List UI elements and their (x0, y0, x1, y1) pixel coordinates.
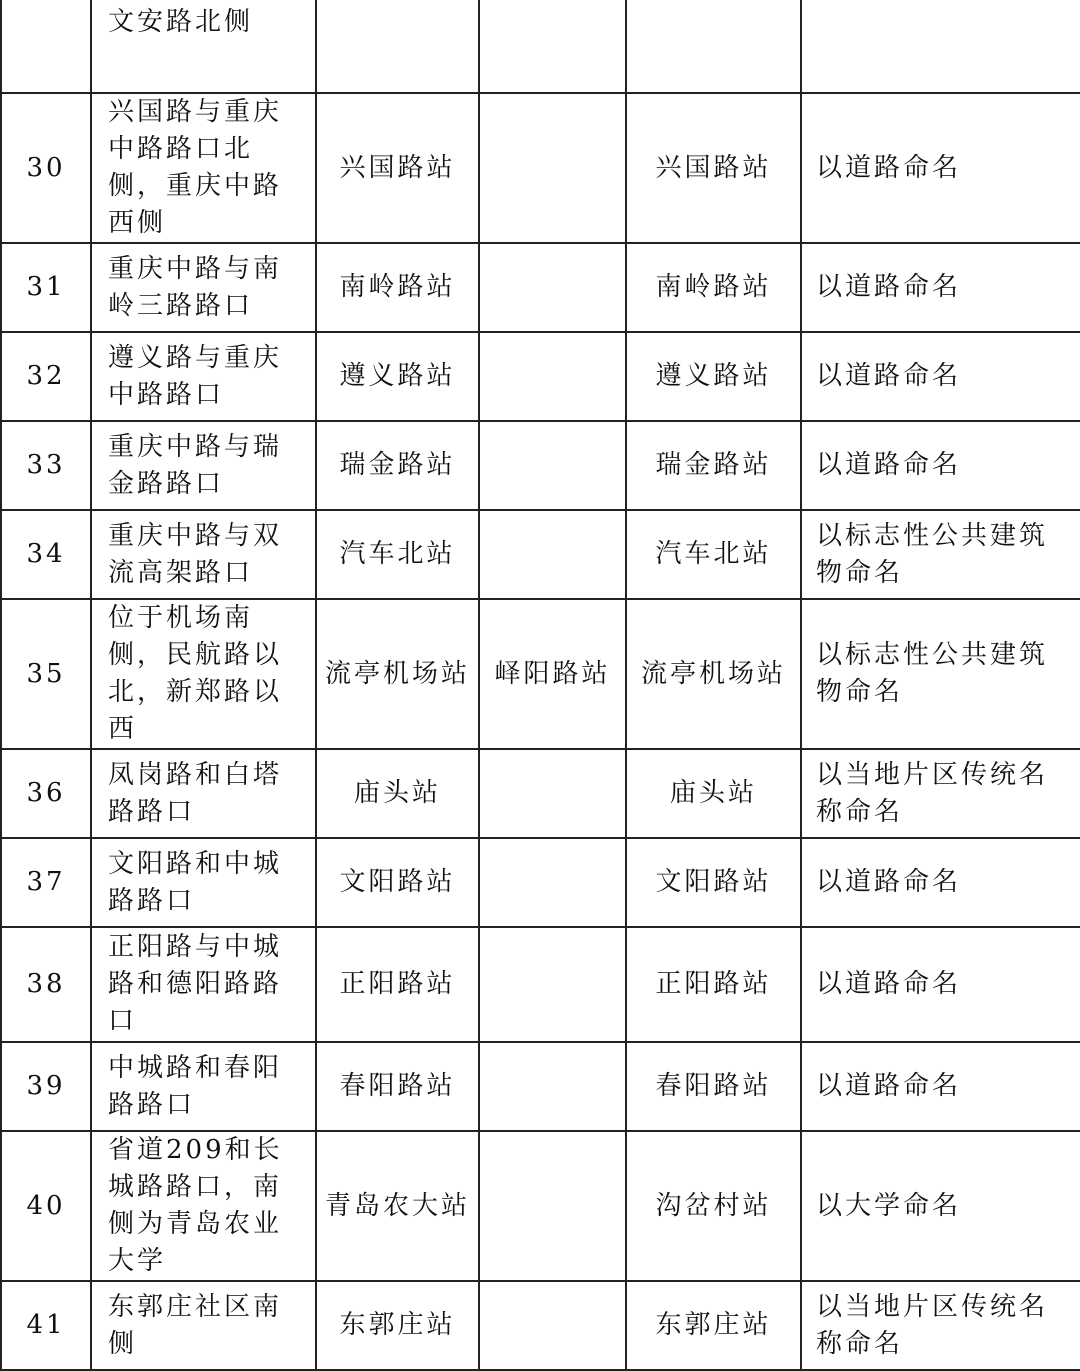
naming-basis-cell (801, 0, 1080, 93)
final-name-cell: 流亭机场站 (626, 599, 801, 749)
naming-basis-cell: 以当地片区传统名称命名 (801, 749, 1080, 838)
final-name-cell: 正阳路站 (626, 927, 801, 1042)
row-number (1, 0, 91, 93)
naming-basis-cell: 以道路命名 (801, 421, 1080, 510)
table-row (1, 749, 1080, 838)
proposed-name-cell: 春阳路站 (316, 1042, 479, 1131)
alternate-name-cell (479, 510, 626, 599)
naming-basis-cell: 以道路命名 (801, 838, 1080, 927)
alternate-name-cell (479, 93, 626, 243)
table-row (1, 927, 1080, 1042)
proposed-name-cell (316, 0, 479, 93)
alternate-name-cell (479, 1042, 626, 1131)
location-cell: 文安路北侧 (91, 0, 316, 93)
alternate-name-cell (479, 927, 626, 1042)
alternate-name-cell (479, 421, 626, 510)
alternate-name-cell (479, 1131, 626, 1281)
table-body (1, 0, 1080, 1370)
naming-basis-cell: 以道路命名 (801, 243, 1080, 332)
table-row (1, 838, 1080, 927)
alternate-name-cell (479, 1281, 626, 1370)
proposed-name-cell: 正阳路站 (316, 927, 479, 1042)
location-cell: 中城路和春阳路路口 (91, 1042, 316, 1131)
alternate-name-cell (479, 0, 626, 93)
final-name-cell: 庙头站 (626, 749, 801, 838)
proposed-name-cell: 兴国路站 (316, 93, 479, 243)
location-cell: 正阳路与中城路和德阳路路口 (91, 927, 316, 1042)
row-number: 41 (1, 1281, 91, 1370)
row-number: 35 (1, 599, 91, 749)
table-row (1, 0, 1080, 93)
location-cell: 东郭庄社区南侧 (91, 1281, 316, 1370)
location-cell: 位于机场南侧，民航路以北，新郑路以西 (91, 599, 316, 749)
proposed-name-cell: 瑞金路站 (316, 421, 479, 510)
proposed-name-cell: 青岛农大站 (316, 1131, 479, 1281)
naming-basis-cell: 以标志性公共建筑物命名 (801, 599, 1080, 749)
alternate-name-cell (479, 749, 626, 838)
alternate-name-cell (479, 332, 626, 421)
table-row (1, 510, 1080, 599)
row-number: 39 (1, 1042, 91, 1131)
proposed-name-cell: 汽车北站 (316, 510, 479, 599)
naming-basis-cell: 以大学命名 (801, 1131, 1080, 1281)
location-cell: 省道209和长城路路口，南侧为青岛农业大学 (91, 1131, 316, 1281)
location-cell: 遵义路与重庆中路路口 (91, 332, 316, 421)
alternate-name-cell (479, 243, 626, 332)
location-cell: 文阳路和中城路路口 (91, 838, 316, 927)
proposed-name-cell: 南岭路站 (316, 243, 479, 332)
table-row (1, 599, 1080, 749)
final-name-cell: 汽车北站 (626, 510, 801, 599)
row-number: 31 (1, 243, 91, 332)
final-name-cell: 瑞金路站 (626, 421, 801, 510)
table-row (1, 1042, 1080, 1131)
naming-basis-cell: 以道路命名 (801, 93, 1080, 243)
naming-basis-cell: 以道路命名 (801, 332, 1080, 421)
proposed-name-cell: 文阳路站 (316, 838, 479, 927)
row-number: 36 (1, 749, 91, 838)
final-name-cell (626, 0, 801, 93)
table-row (1, 243, 1080, 332)
naming-basis-cell: 以当地片区传统名称命名 (801, 1281, 1080, 1370)
alternate-name-cell: 峄阳路站 (479, 599, 626, 749)
proposed-name-cell: 流亭机场站 (316, 599, 479, 749)
final-name-cell: 春阳路站 (626, 1042, 801, 1131)
proposed-name-cell: 庙头站 (316, 749, 479, 838)
alternate-name-cell (479, 838, 626, 927)
row-number: 32 (1, 332, 91, 421)
final-name-cell: 兴国路站 (626, 93, 801, 243)
naming-basis-cell: 以标志性公共建筑物命名 (801, 510, 1080, 599)
proposed-name-cell: 东郭庄站 (316, 1281, 479, 1370)
table-row (1, 1131, 1080, 1281)
row-number: 33 (1, 421, 91, 510)
row-number: 30 (1, 93, 91, 243)
location-cell: 重庆中路与瑞金路路口 (91, 421, 316, 510)
table-row (1, 93, 1080, 243)
table-row (1, 1281, 1080, 1370)
row-number: 40 (1, 1131, 91, 1281)
location-cell: 重庆中路与双流高架路口 (91, 510, 316, 599)
final-name-cell: 南岭路站 (626, 243, 801, 332)
proposed-name-cell: 遵义路站 (316, 332, 479, 421)
location-cell: 凤岗路和白塔路路口 (91, 749, 316, 838)
naming-basis-cell: 以道路命名 (801, 927, 1080, 1042)
location-cell: 兴国路与重庆中路路口北侧，重庆中路西侧 (91, 93, 316, 243)
final-name-cell: 文阳路站 (626, 838, 801, 927)
row-number: 38 (1, 927, 91, 1042)
naming-basis-cell: 以道路命名 (801, 1042, 1080, 1131)
row-number: 37 (1, 838, 91, 927)
row-number: 34 (1, 510, 91, 599)
location-cell: 重庆中路与南岭三路路口 (91, 243, 316, 332)
final-name-cell: 东郭庄站 (626, 1281, 801, 1370)
table-row (1, 421, 1080, 510)
final-name-cell: 沟岔村站 (626, 1131, 801, 1281)
final-name-cell: 遵义路站 (626, 332, 801, 421)
table-row (1, 332, 1080, 421)
